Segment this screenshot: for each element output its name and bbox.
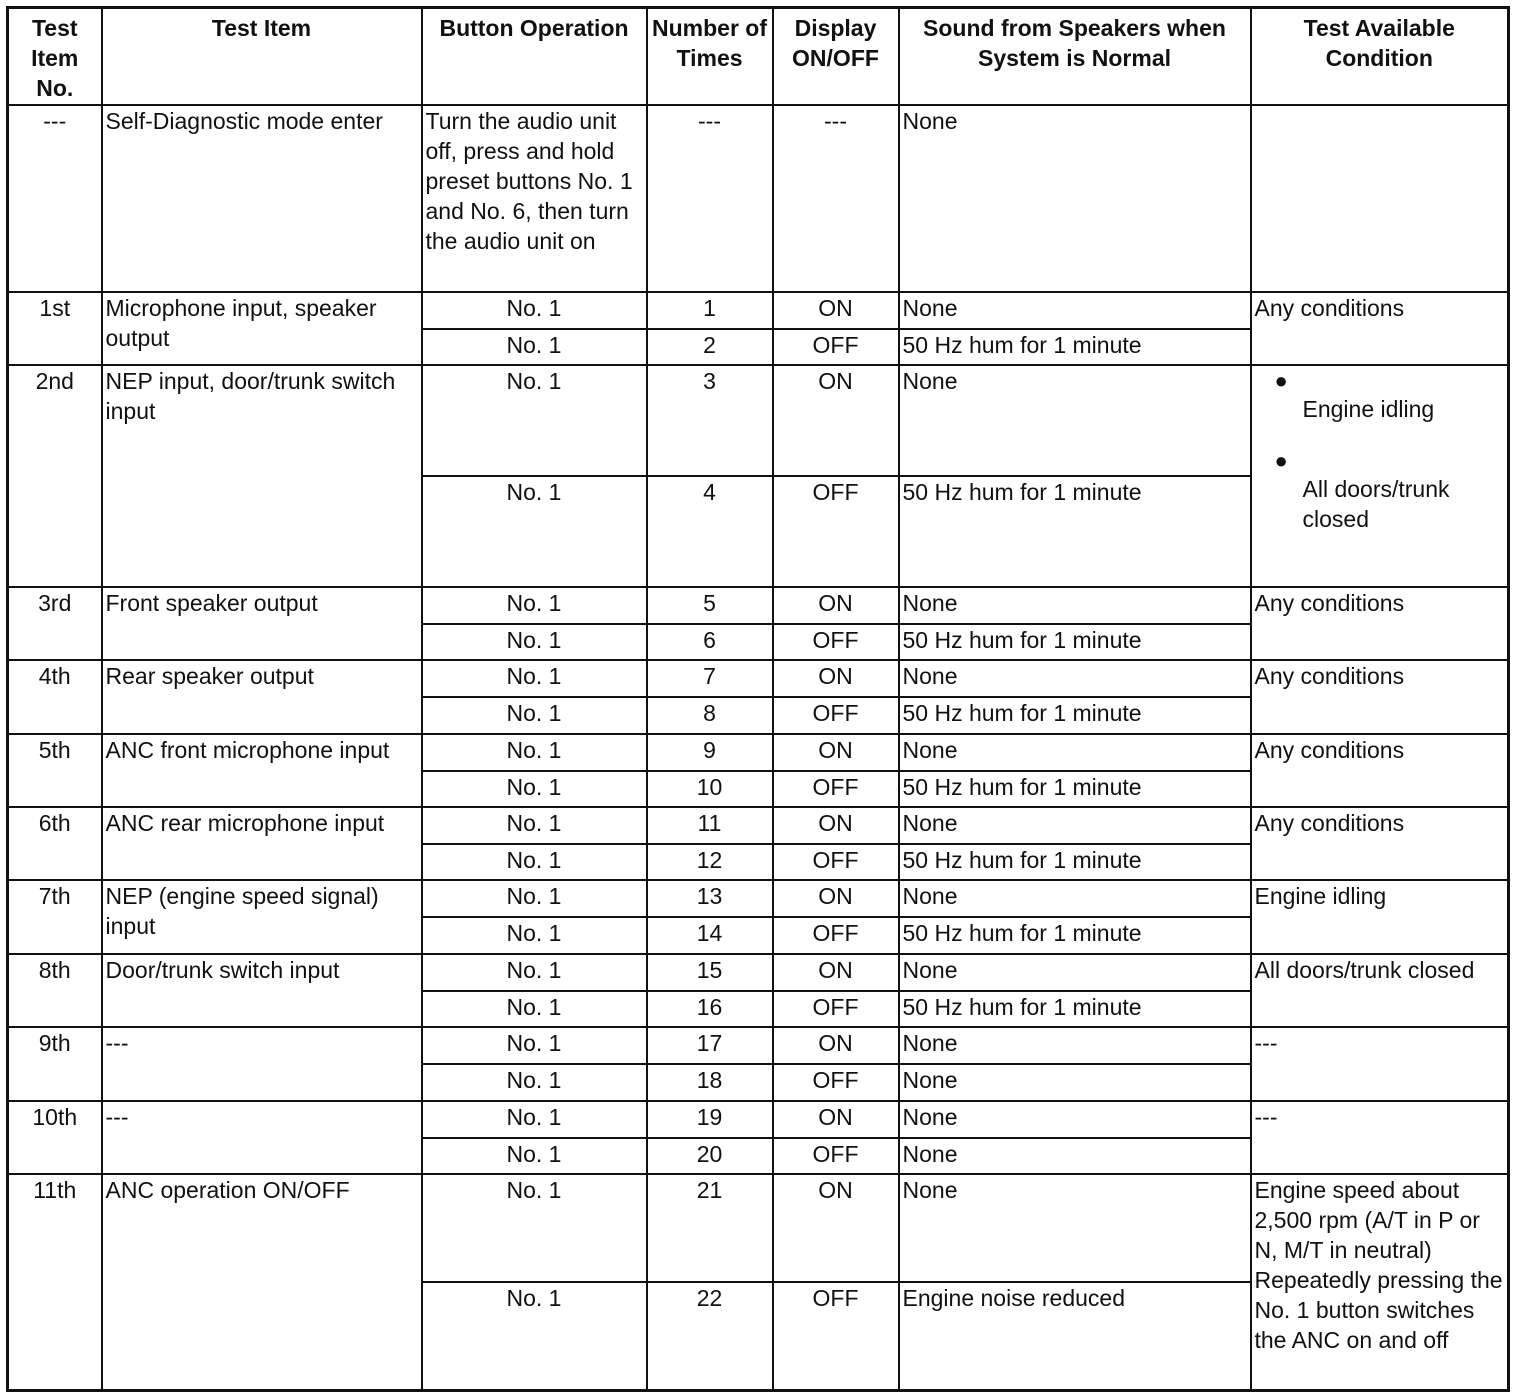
sound-cell: None (899, 105, 1251, 292)
header-sound: Sound from Speakers when System is Normal (899, 8, 1251, 105)
condition-list-item (1255, 446, 1505, 534)
table-row (8, 105, 1509, 292)
display-cell: OFF (773, 476, 899, 587)
times-cell: 4 (647, 476, 773, 587)
sound-cell: 50 Hz hum for 1 minute (899, 917, 1251, 954)
sound-cell: None (899, 880, 1251, 917)
test-no-cell: 7th (8, 880, 102, 954)
sound-cell: None (899, 734, 1251, 771)
sound-cell: None (899, 1064, 1251, 1101)
condition-cell: Engine speed about 2,500 rpm (A/T in P or N, M/T in neutral) Repeatedly pressing the No. 1 button switches the ANC on and off (1251, 1174, 1509, 1390)
sound-cell: None (899, 1027, 1251, 1064)
display-cell: ON (773, 807, 899, 844)
condition-cell: Any conditions (1251, 807, 1509, 880)
display-cell: ON (773, 1027, 899, 1064)
display-cell: OFF (773, 624, 899, 660)
display-cell: ON (773, 1174, 899, 1282)
times-cell: 15 (647, 954, 773, 991)
test-item-cell: ANC rear microphone input (102, 807, 422, 880)
button-operation-cell: No. 1 (422, 292, 647, 329)
display-cell: OFF (773, 991, 899, 1027)
sound-cell: 50 Hz hum for 1 minute (899, 771, 1251, 807)
table-row (8, 292, 1509, 329)
display-cell: OFF (773, 329, 899, 365)
bullet-icon: ● (1274, 447, 1288, 473)
condition-cell: --- (1251, 1027, 1509, 1101)
times-cell: 16 (647, 991, 773, 1027)
display-cell: ON (773, 292, 899, 329)
bullet-icon: ● (1274, 367, 1288, 393)
button-operation-cell: No. 1 (422, 1174, 647, 1282)
sound-cell: None (899, 954, 1251, 991)
condition-list (1255, 366, 1505, 534)
condition-cell: --- (1251, 1101, 1509, 1174)
diagnostic-table (6, 6, 1510, 1392)
button-operation-cell: No. 1 (422, 954, 647, 991)
button-operation-cell: No. 1 (422, 1101, 647, 1138)
display-cell: ON (773, 587, 899, 624)
test-item-cell: --- (102, 1027, 422, 1101)
sound-cell: None (899, 1101, 1251, 1138)
button-operation-cell: No. 1 (422, 1064, 647, 1101)
sound-cell: 50 Hz hum for 1 minute (899, 844, 1251, 880)
button-operation-cell: No. 1 (422, 697, 647, 734)
test-item-cell: --- (102, 1101, 422, 1174)
test-no-cell: 4th (8, 660, 102, 734)
table-row (8, 1027, 1509, 1064)
times-cell: 2 (647, 329, 773, 365)
sound-cell: None (899, 292, 1251, 329)
times-cell: 13 (647, 880, 773, 917)
times-cell: 3 (647, 365, 773, 476)
sound-cell: None (899, 1174, 1251, 1282)
button-operation-cell: No. 1 (422, 807, 647, 844)
button-operation-cell: No. 1 (422, 476, 647, 587)
times-cell: 18 (647, 1064, 773, 1101)
test-no-cell: --- (8, 105, 102, 292)
condition-text: Engine idling (1302, 395, 1435, 422)
test-no-cell: 1st (8, 292, 102, 365)
table-row (8, 880, 1509, 917)
button-operation-cell: No. 1 (422, 734, 647, 771)
display-cell: OFF (773, 1138, 899, 1174)
test-no-cell: 11th (8, 1174, 102, 1390)
condition-list-item (1255, 366, 1505, 424)
button-operation-cell: No. 1 (422, 365, 647, 476)
condition-cell: Any conditions (1251, 292, 1509, 365)
header-condition: Test Available Condition (1251, 8, 1509, 105)
times-cell: 7 (647, 660, 773, 697)
button-operation-cell: No. 1 (422, 771, 647, 807)
condition-cell: Engine idling (1251, 880, 1509, 954)
condition-cell: Any conditions (1251, 660, 1509, 734)
button-operation-cell: Turn the audio unit off, press and hold preset buttons No. 1 and No. 6, then turn the audio unit on (422, 105, 647, 292)
times-cell: 20 (647, 1138, 773, 1174)
test-no-cell: 2nd (8, 365, 102, 587)
test-no-cell: 9th (8, 1027, 102, 1101)
header-button-operation: Button Operation (422, 8, 647, 105)
times-cell: 12 (647, 844, 773, 880)
times-cell: 8 (647, 697, 773, 734)
sound-cell: 50 Hz hum for 1 minute (899, 697, 1251, 734)
test-no-cell: 5th (8, 734, 102, 807)
times-cell: 22 (647, 1282, 773, 1390)
test-no-cell: 6th (8, 807, 102, 880)
table-row (8, 954, 1509, 991)
test-item-cell: Microphone input, speaker output (102, 292, 422, 365)
condition-text: All doors/trunk closed (1302, 475, 1450, 532)
times-cell: 6 (647, 624, 773, 660)
header-test-item: Test Item (102, 8, 422, 105)
display-cell: OFF (773, 1064, 899, 1101)
test-item-cell: Front speaker output (102, 587, 422, 660)
button-operation-cell: No. 1 (422, 844, 647, 880)
times-cell: 1 (647, 292, 773, 329)
button-operation-cell: No. 1 (422, 1282, 647, 1390)
button-operation-cell: No. 1 (422, 587, 647, 624)
sound-cell: 50 Hz hum for 1 minute (899, 991, 1251, 1027)
display-cell: ON (773, 734, 899, 771)
test-no-cell: 10th (8, 1101, 102, 1174)
table-row (8, 1101, 1509, 1138)
header-number-of-times: Number of Times (647, 8, 773, 105)
sound-cell: 50 Hz hum for 1 minute (899, 476, 1251, 587)
times-cell: 9 (647, 734, 773, 771)
table-row (8, 587, 1509, 624)
times-cell: 11 (647, 807, 773, 844)
test-item-cell: NEP input, door/trunk switch input (102, 365, 422, 587)
test-item-cell: Rear speaker output (102, 660, 422, 734)
sound-cell: 50 Hz hum for 1 minute (899, 624, 1251, 660)
times-cell: 17 (647, 1027, 773, 1064)
button-operation-cell: No. 1 (422, 880, 647, 917)
test-item-cell: NEP (engine speed signal) input (102, 880, 422, 954)
test-item-cell: ANC front microphone input (102, 734, 422, 807)
times-cell: --- (647, 105, 773, 292)
display-cell: OFF (773, 917, 899, 954)
button-operation-cell: No. 1 (422, 660, 647, 697)
table-row (8, 1174, 1509, 1282)
test-no-cell: 3rd (8, 587, 102, 660)
table-row (8, 734, 1509, 771)
button-operation-cell: No. 1 (422, 991, 647, 1027)
display-cell: ON (773, 1101, 899, 1138)
display-cell: OFF (773, 1282, 899, 1390)
display-cell: OFF (773, 844, 899, 880)
test-item-cell: ANC operation ON/OFF (102, 1174, 422, 1390)
header-row (8, 8, 1509, 105)
header-test-no: Test Item No. (8, 8, 102, 105)
button-operation-cell: No. 1 (422, 1138, 647, 1174)
condition-cell (1251, 365, 1509, 587)
times-cell: 14 (647, 917, 773, 954)
sound-cell: None (899, 660, 1251, 697)
display-cell: OFF (773, 771, 899, 807)
button-operation-cell: No. 1 (422, 1027, 647, 1064)
times-cell: 5 (647, 587, 773, 624)
button-operation-cell: No. 1 (422, 624, 647, 660)
table-row (8, 660, 1509, 697)
table-row (8, 365, 1509, 476)
sound-cell: Engine noise reduced (899, 1282, 1251, 1390)
display-cell: ON (773, 660, 899, 697)
header-display: Display ON/OFF (773, 8, 899, 105)
times-cell: 19 (647, 1101, 773, 1138)
condition-cell: Any conditions (1251, 734, 1509, 807)
sound-cell: None (899, 587, 1251, 624)
test-no-cell: 8th (8, 954, 102, 1027)
test-item-cell: Self-Diagnostic mode enter (102, 105, 422, 292)
button-operation-cell: No. 1 (422, 329, 647, 365)
condition-cell: Any conditions (1251, 587, 1509, 660)
test-item-cell: Door/trunk switch input (102, 954, 422, 1027)
times-cell: 10 (647, 771, 773, 807)
display-cell: --- (773, 105, 899, 292)
sound-cell: None (899, 807, 1251, 844)
display-cell: ON (773, 365, 899, 476)
times-cell: 21 (647, 1174, 773, 1282)
display-cell: ON (773, 880, 899, 917)
condition-cell (1251, 105, 1509, 292)
condition-cell: All doors/trunk closed (1251, 954, 1509, 1027)
display-cell: OFF (773, 697, 899, 734)
button-operation-cell: No. 1 (422, 917, 647, 954)
table-row (8, 807, 1509, 844)
sound-cell: None (899, 365, 1251, 476)
display-cell: ON (773, 954, 899, 991)
sound-cell: None (899, 1138, 1251, 1174)
sound-cell: 50 Hz hum for 1 minute (899, 329, 1251, 365)
